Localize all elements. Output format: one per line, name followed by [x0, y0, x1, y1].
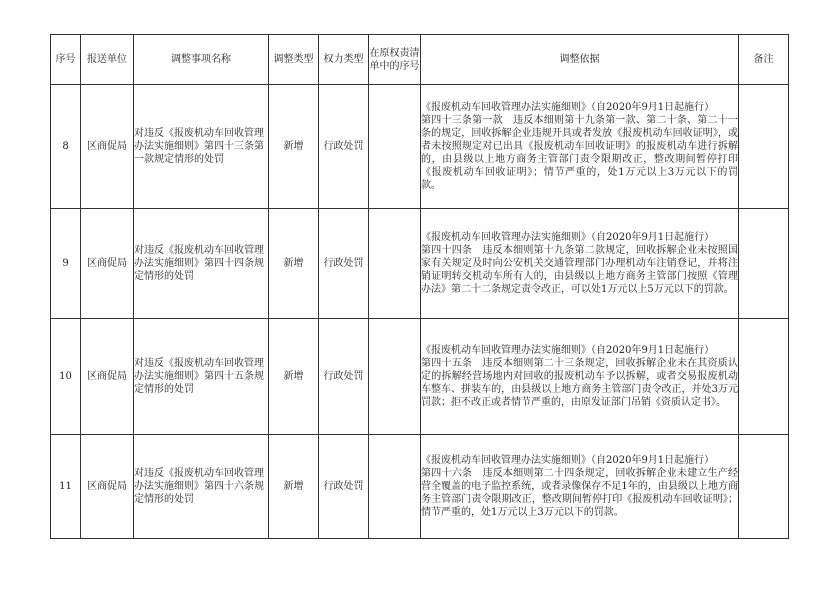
row-remark	[739, 209, 789, 319]
row-item: 对违反《报废机动车回收管理办法实施细则》第四十五条规定情形的处罚	[134, 319, 269, 435]
row-no: 9	[51, 209, 81, 319]
row-basis: 《报废机动车回收管理办法实施细则》（自2020年9月1日起施行） 第四十四条 违反本细则第十九条第二款规定，回收拆解企业未按照国家有关规定及时向公安机关交通管理部门办理机动车注销登记，并将注销证明转交机动车所有人的，由县级以上地方商务主管部门按照《管理办法》第二十二条规定责令改正，可以处1万元以上5万元以下的罚款。	[421, 209, 739, 319]
row-basis: 《报废机动车回收管理办法实施细则》（自2020年9月1日起施行） 第四十六条 违反本细则第二十四条规定，回收拆解企业未建立生产经营全覆盖的电子监控系统，或者录像保存不足1年的，由县级以上地方商务主管部门责令限期改正，整改期间暂停打印《报废机动车回收证明》；情节严重的，处1万元以上3万元以下的罚款。	[421, 435, 739, 539]
header-unit: 报送单位	[81, 35, 134, 85]
row-basis: 《报废机动车回收管理办法实施细则》（自2020年9月1日起施行） 第四十三条第一款 违反本细则第十九条第一款、第二十条、第二十一条的规定，回收拆解企业违规开具或者发放《报废机动车回收证明》，或者未按照规定对已出具《报废机动车回收证明》的报废机动车进行拆解的，由县级以上地方商务主管部门责令限期改正，整改期间暂停打印《报废机动车回收证明》；情节严重的，处1万元以上3万元以下的罚款。	[421, 85, 739, 209]
row-orig-no	[369, 85, 421, 209]
row-adjust-type: 新增	[269, 319, 319, 435]
row-unit: 区商促局	[81, 319, 134, 435]
table-row	[51, 85, 789, 209]
row-remark	[739, 85, 789, 209]
row-remark	[739, 319, 789, 435]
row-item: 对违反《报废机动车回收管理办法实施细则》第四十六条规定情形的处罚	[134, 435, 269, 539]
row-adjust-type: 新增	[269, 209, 319, 319]
row-adjust-type: 新增	[269, 85, 319, 209]
row-power-type: 行政处罚	[319, 85, 369, 209]
row-item: 对违反《报废机动车回收管理办法实施细则》第四十四条规定情形的处罚	[134, 209, 269, 319]
row-basis: 《报废机动车回收管理办法实施细则》（自2020年9月1日起施行） 第四十五条 违反本细则第二十三条规定，回收拆解企业未在其资质认定的拆解经营场地内对回收的报废机动车予以拆解，或者交易报废机动车整车、拼装车的，由县级以上地方商务主管部门责令改正，并处3万元罚款；拒不改正或者情节严重的，由原发证部门吊销《资质认定书》。	[421, 319, 739, 435]
row-item: 对违反《报废机动车回收管理办法实施细则》第四十三条第一款规定情形的处罚	[134, 85, 269, 209]
row-unit: 区商促局	[81, 209, 134, 319]
header-no: 序号	[51, 35, 81, 85]
row-power-type: 行政处罚	[319, 209, 369, 319]
adjustment-table	[50, 34, 789, 539]
table-row	[51, 209, 789, 319]
header-orig-no: 在原权责清单中的序号	[369, 35, 421, 85]
header-adjust-type: 调整类型	[269, 35, 319, 85]
row-adjust-type: 新增	[269, 435, 319, 539]
table-row	[51, 435, 789, 539]
header-remark: 备注	[739, 35, 789, 85]
table-row	[51, 319, 789, 435]
row-orig-no	[369, 319, 421, 435]
row-unit: 区商促局	[81, 435, 134, 539]
row-remark	[739, 435, 789, 539]
header-power-type: 权力类型	[319, 35, 369, 85]
row-no: 8	[51, 85, 81, 209]
row-unit: 区商促局	[81, 85, 134, 209]
header-basis: 调整依据	[421, 35, 739, 85]
row-power-type: 行政处罚	[319, 435, 369, 539]
row-orig-no	[369, 209, 421, 319]
row-power-type: 行政处罚	[319, 319, 369, 435]
row-orig-no	[369, 435, 421, 539]
header-item: 调整事项名称	[134, 35, 269, 85]
header-row	[51, 35, 789, 85]
row-no: 10	[51, 319, 81, 435]
row-no: 11	[51, 435, 81, 539]
